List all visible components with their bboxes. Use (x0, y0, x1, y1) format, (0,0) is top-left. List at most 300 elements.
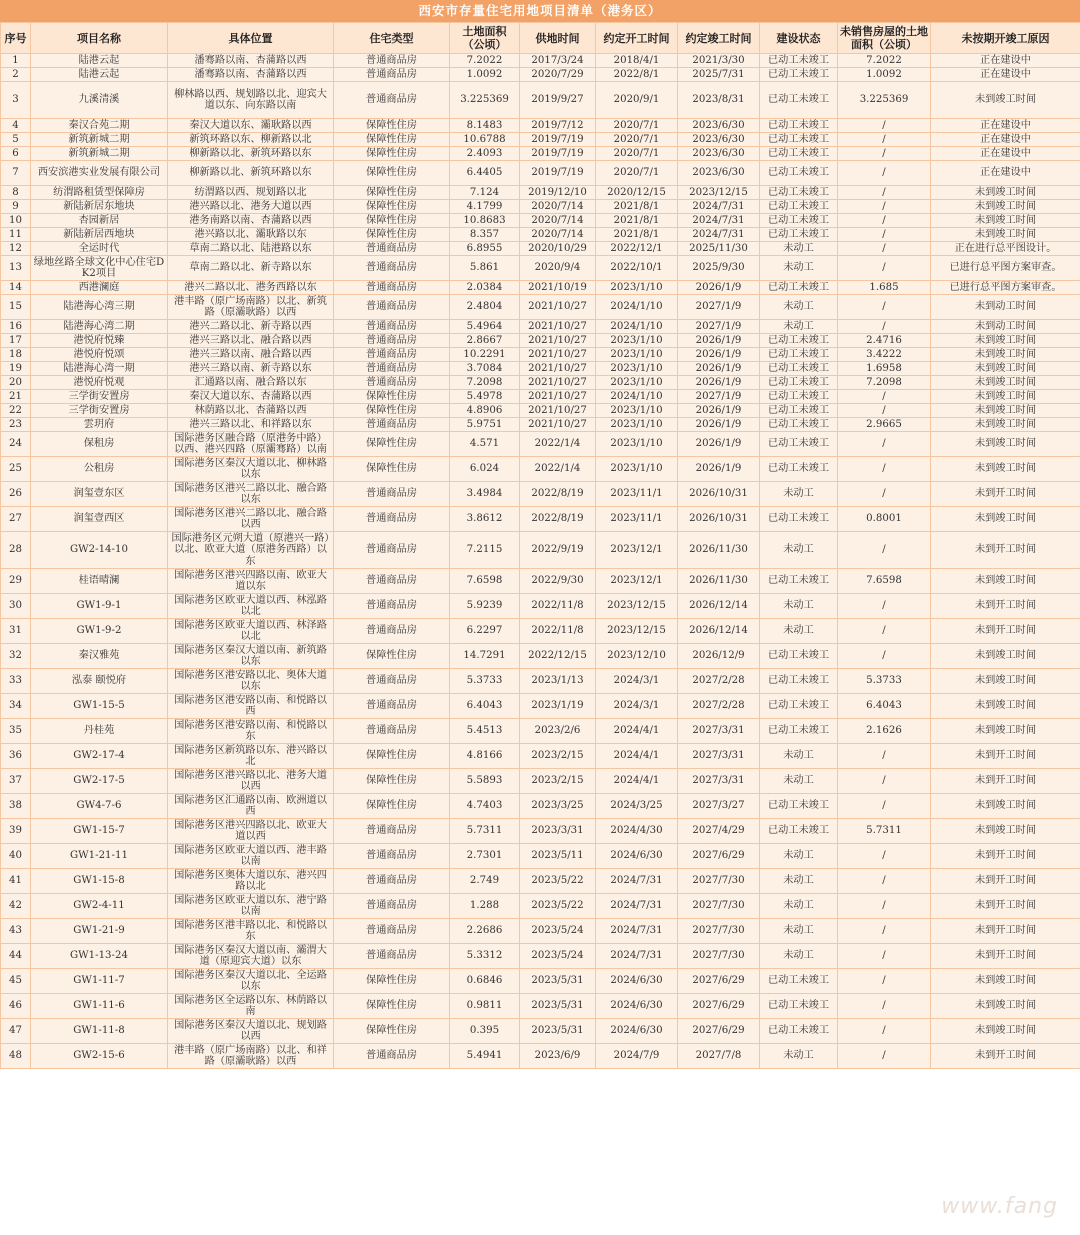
project-name-cell: GW1-13-24 (31, 944, 168, 969)
unsold-land-area-cell: / (838, 594, 931, 619)
agreed-completion-date-cell: 2027/6/29 (678, 844, 760, 869)
construction-status-cell: 已动工未竣工 (760, 362, 838, 376)
supply-date-cell: 2022/11/8 (520, 594, 596, 619)
delay-reason-cell: 未到动工时间 (931, 295, 1080, 320)
agreed-completion-date-cell: 2027/7/30 (678, 869, 760, 894)
housing-type-cell: 普通商品房 (334, 68, 450, 82)
delay-reason-cell: 正在建设中 (931, 119, 1080, 133)
housing-type-cell: 保障性住房 (334, 432, 450, 457)
unsold-land-area-cell: / (838, 147, 931, 161)
agreed-completion-date-cell: 2026/11/30 (678, 569, 760, 594)
agreed-start-date-cell: 2024/1/10 (596, 390, 678, 404)
row-number-cell: 45 (1, 969, 31, 994)
construction-status-cell: 未动工 (760, 619, 838, 644)
location-cell: 国际港务区港兴路以北、港务大道以西 (168, 769, 334, 794)
agreed-completion-date-cell: 2023/12/15 (678, 186, 760, 200)
agreed-start-date-cell: 2020/7/1 (596, 133, 678, 147)
land-area-cell: 10.8683 (450, 214, 520, 228)
land-area-cell: 2.2686 (450, 919, 520, 944)
table-row (1, 569, 1080, 594)
housing-type-cell: 普通商品房 (334, 569, 450, 594)
supply-date-cell: 2023/5/11 (520, 844, 596, 869)
table-row (1, 200, 1080, 214)
column-header: 序号 (1, 23, 31, 54)
housing-type-cell: 普通商品房 (334, 295, 450, 320)
table-row (1, 1044, 1080, 1069)
location-cell: 港兴二路以北、新寺路以西 (168, 320, 334, 334)
supply-date-cell: 2019/7/12 (520, 119, 596, 133)
delay-reason-cell: 未到竣工时间 (931, 644, 1080, 669)
delay-reason-cell: 未到竣工时间 (931, 457, 1080, 482)
land-area-cell: 2.4093 (450, 147, 520, 161)
land-area-cell: 3.7084 (450, 362, 520, 376)
project-name-cell: 新陆新居东地块 (31, 200, 168, 214)
agreed-completion-date-cell: 2026/12/9 (678, 644, 760, 669)
table-row (1, 432, 1080, 457)
housing-type-cell: 普通商品房 (334, 418, 450, 432)
agreed-completion-date-cell: 2026/10/31 (678, 482, 760, 507)
delay-reason-cell: 未到竣工时间 (931, 694, 1080, 719)
row-number-cell: 27 (1, 507, 31, 532)
agreed-completion-date-cell: 2026/1/9 (678, 418, 760, 432)
supply-date-cell: 2019/7/19 (520, 147, 596, 161)
land-area-cell: 10.2291 (450, 348, 520, 362)
agreed-start-date-cell: 2024/7/31 (596, 894, 678, 919)
housing-type-cell: 保障性住房 (334, 644, 450, 669)
unsold-land-area-cell: / (838, 320, 931, 334)
agreed-completion-date-cell: 2021/3/30 (678, 54, 760, 68)
location-cell: 国际港务区全运路以东、林荫路以南 (168, 994, 334, 1019)
construction-status-cell: 已动工未竣工 (760, 214, 838, 228)
agreed-start-date-cell: 2023/1/10 (596, 281, 678, 295)
land-area-cell: 3.225369 (450, 82, 520, 119)
delay-reason-cell: 未到竣工时间 (931, 376, 1080, 390)
agreed-start-date-cell: 2024/4/1 (596, 744, 678, 769)
supply-date-cell: 2023/2/15 (520, 769, 596, 794)
column-header: 约定开工时间 (596, 23, 678, 54)
row-number-cell: 13 (1, 256, 31, 281)
row-number-cell: 5 (1, 133, 31, 147)
location-cell: 国际港务区秦汉大道以南、新筑路以东 (168, 644, 334, 669)
delay-reason-cell: 未到竣工时间 (931, 186, 1080, 200)
land-area-cell: 6.4405 (450, 161, 520, 186)
unsold-land-area-cell: 7.2098 (838, 376, 931, 390)
agreed-completion-date-cell: 2026/1/9 (678, 334, 760, 348)
project-name-cell: 保租房 (31, 432, 168, 457)
location-cell: 国际港务区港安路以南、和悦路以西 (168, 694, 334, 719)
project-name-cell: GW1-15-7 (31, 819, 168, 844)
construction-status-cell: 未动工 (760, 532, 838, 569)
unsold-land-area-cell: / (838, 644, 931, 669)
location-cell: 国际港务区欧亚大道以西、林泽路以北 (168, 619, 334, 644)
housing-type-cell: 普通商品房 (334, 694, 450, 719)
land-area-cell: 4.8906 (450, 404, 520, 418)
agreed-completion-date-cell: 2027/7/30 (678, 944, 760, 969)
table-row (1, 919, 1080, 944)
agreed-completion-date-cell: 2027/4/29 (678, 819, 760, 844)
delay-reason-cell: 未到动工时间 (931, 320, 1080, 334)
construction-status-cell: 已动工未竣工 (760, 54, 838, 68)
land-area-cell: 2.8667 (450, 334, 520, 348)
project-name-cell: 公租房 (31, 457, 168, 482)
agreed-completion-date-cell: 2026/1/9 (678, 348, 760, 362)
row-number-cell: 39 (1, 819, 31, 844)
row-number-cell: 7 (1, 161, 31, 186)
agreed-start-date-cell: 2023/1/10 (596, 418, 678, 432)
project-name-cell: GW1-21-11 (31, 844, 168, 869)
row-number-cell: 16 (1, 320, 31, 334)
delay-reason-cell: 正在建设中 (931, 161, 1080, 186)
supply-date-cell: 2021/10/27 (520, 390, 596, 404)
table-row (1, 994, 1080, 1019)
table-row (1, 256, 1080, 281)
row-number-cell: 38 (1, 794, 31, 819)
unsold-land-area-cell: / (838, 119, 931, 133)
supply-date-cell: 2021/10/27 (520, 418, 596, 432)
agreed-start-date-cell: 2023/12/15 (596, 619, 678, 644)
delay-reason-cell: 未到开工时间 (931, 482, 1080, 507)
construction-status-cell: 已动工未竣工 (760, 457, 838, 482)
project-name-cell: 全运时代 (31, 242, 168, 256)
row-number-cell: 19 (1, 362, 31, 376)
agreed-completion-date-cell: 2026/1/9 (678, 432, 760, 457)
housing-type-cell: 保障性住房 (334, 969, 450, 994)
land-area-cell: 7.2115 (450, 532, 520, 569)
table-row (1, 894, 1080, 919)
construction-status-cell: 未动工 (760, 769, 838, 794)
agreed-start-date-cell: 2020/7/1 (596, 147, 678, 161)
delay-reason-cell: 正在进行总平图设计。 (931, 242, 1080, 256)
agreed-completion-date-cell: 2027/7/30 (678, 919, 760, 944)
delay-reason-cell: 未到开工时间 (931, 1044, 1080, 1069)
housing-type-cell: 普通商品房 (334, 619, 450, 644)
agreed-start-date-cell: 2023/11/1 (596, 482, 678, 507)
delay-reason-cell: 未到竣工时间 (931, 1019, 1080, 1044)
table-row (1, 694, 1080, 719)
table-row (1, 844, 1080, 869)
project-name-cell: GW2-17-5 (31, 769, 168, 794)
housing-type-cell: 普通商品房 (334, 482, 450, 507)
location-cell: 柳林路以西、规划路以北、迎宾大道以东、向东路以南 (168, 82, 334, 119)
project-name-cell: 西安滨港实业发展有限公司 (31, 161, 168, 186)
land-area-cell: 5.9239 (450, 594, 520, 619)
location-cell: 汇通路以南、融合路以东 (168, 376, 334, 390)
row-number-cell: 46 (1, 994, 31, 1019)
location-cell: 林荫路以北、杏蒲路以西 (168, 404, 334, 418)
agreed-completion-date-cell: 2025/11/30 (678, 242, 760, 256)
project-name-cell: 丹桂苑 (31, 719, 168, 744)
row-number-cell: 48 (1, 1044, 31, 1069)
row-number-cell: 32 (1, 644, 31, 669)
unsold-land-area-cell: / (838, 869, 931, 894)
unsold-land-area-cell: / (838, 794, 931, 819)
unsold-land-area-cell: 1.685 (838, 281, 931, 295)
housing-type-cell: 普通商品房 (334, 362, 450, 376)
project-name-cell: 三学街安置房 (31, 390, 168, 404)
supply-date-cell: 2021/10/27 (520, 348, 596, 362)
construction-status-cell: 已动工未竣工 (760, 228, 838, 242)
agreed-completion-date-cell: 2026/1/9 (678, 404, 760, 418)
row-number-cell: 42 (1, 894, 31, 919)
project-name-cell: 西港澜庭 (31, 281, 168, 295)
construction-status-cell: 已动工未竣工 (760, 719, 838, 744)
column-header: 具体位置 (168, 23, 334, 54)
land-area-cell: 2.4804 (450, 295, 520, 320)
location-cell: 草南二路以北、新寺路以东 (168, 256, 334, 281)
agreed-completion-date-cell: 2024/7/31 (678, 228, 760, 242)
row-number-cell: 11 (1, 228, 31, 242)
delay-reason-cell: 未到竣工时间 (931, 994, 1080, 1019)
construction-status-cell: 未动工 (760, 482, 838, 507)
table-row (1, 744, 1080, 769)
unsold-land-area-cell: / (838, 432, 931, 457)
housing-type-cell: 保障性住房 (334, 133, 450, 147)
land-area-cell: 5.4941 (450, 1044, 520, 1069)
location-cell: 国际港务区欧亚大道以东、港宁路以南 (168, 894, 334, 919)
unsold-land-area-cell: / (838, 844, 931, 869)
construction-status-cell: 未动工 (760, 242, 838, 256)
row-number-cell: 1 (1, 54, 31, 68)
project-name-cell: GW1-15-5 (31, 694, 168, 719)
unsold-land-area-cell: / (838, 161, 931, 186)
land-area-cell: 6.4043 (450, 694, 520, 719)
agreed-start-date-cell: 2024/3/1 (596, 669, 678, 694)
table-row (1, 669, 1080, 694)
housing-type-cell: 普通商品房 (334, 256, 450, 281)
agreed-completion-date-cell: 2027/7/30 (678, 894, 760, 919)
delay-reason-cell: 未到竣工时间 (931, 569, 1080, 594)
unsold-land-area-cell: / (838, 214, 931, 228)
delay-reason-cell: 正在建设中 (931, 147, 1080, 161)
project-name-cell: GW2-14-10 (31, 532, 168, 569)
row-number-cell: 34 (1, 694, 31, 719)
land-area-cell: 3.8612 (450, 507, 520, 532)
row-number-cell: 4 (1, 119, 31, 133)
unsold-land-area-cell: / (838, 186, 931, 200)
construction-status-cell: 已动工未竣工 (760, 348, 838, 362)
agreed-completion-date-cell: 2023/6/30 (678, 119, 760, 133)
location-cell: 秦汉大道以东、灞耿路以西 (168, 119, 334, 133)
construction-status-cell: 已动工未竣工 (760, 994, 838, 1019)
land-area-cell: 6.8955 (450, 242, 520, 256)
delay-reason-cell: 未到竣工时间 (931, 214, 1080, 228)
housing-type-cell: 普通商品房 (334, 242, 450, 256)
location-cell: 国际港务区秦汉大道以北、柳林路以东 (168, 457, 334, 482)
row-number-cell: 6 (1, 147, 31, 161)
supply-date-cell: 2020/9/4 (520, 256, 596, 281)
agreed-start-date-cell: 2023/1/10 (596, 404, 678, 418)
delay-reason-cell: 已进行总平图方案审查。 (931, 256, 1080, 281)
agreed-start-date-cell: 2024/7/31 (596, 869, 678, 894)
housing-type-cell: 普通商品房 (334, 532, 450, 569)
construction-status-cell: 已动工未竣工 (760, 432, 838, 457)
unsold-land-area-cell: / (838, 769, 931, 794)
construction-status-cell: 已动工未竣工 (760, 507, 838, 532)
table-row (1, 147, 1080, 161)
location-cell: 国际港务区港兴四路以南、欧亚大道以东 (168, 569, 334, 594)
table-row (1, 794, 1080, 819)
table-row (1, 507, 1080, 532)
agreed-completion-date-cell: 2027/3/31 (678, 719, 760, 744)
land-area-cell: 4.7403 (450, 794, 520, 819)
agreed-completion-date-cell: 2026/12/14 (678, 619, 760, 644)
unsold-land-area-cell: / (838, 295, 931, 320)
unsold-land-area-cell: 3.4222 (838, 348, 931, 362)
row-number-cell: 31 (1, 619, 31, 644)
agreed-start-date-cell: 2023/1/10 (596, 432, 678, 457)
land-area-cell: 2.7301 (450, 844, 520, 869)
location-cell: 国际港务区元朔大道（原港兴一路）以北、欧亚大道（原港务西路）以东 (168, 532, 334, 569)
delay-reason-cell: 未到开工时间 (931, 844, 1080, 869)
supply-date-cell: 2020/7/29 (520, 68, 596, 82)
land-area-cell: 0.9811 (450, 994, 520, 1019)
location-cell: 港兴路以北、港务大道以西 (168, 200, 334, 214)
unsold-land-area-cell: / (838, 390, 931, 404)
project-name-cell: GW2-17-4 (31, 744, 168, 769)
agreed-completion-date-cell: 2027/3/31 (678, 744, 760, 769)
supply-date-cell: 2023/6/9 (520, 1044, 596, 1069)
housing-type-cell: 保障性住房 (334, 769, 450, 794)
land-area-cell: 5.4978 (450, 390, 520, 404)
location-cell: 柳新路以北、新筑环路以东 (168, 161, 334, 186)
unsold-land-area-cell: 6.4043 (838, 694, 931, 719)
construction-status-cell: 已动工未竣工 (760, 133, 838, 147)
unsold-land-area-cell: / (838, 994, 931, 1019)
housing-type-cell: 普通商品房 (334, 281, 450, 295)
delay-reason-cell: 未到竣工时间 (931, 228, 1080, 242)
project-name-cell: 港悦府悦观 (31, 376, 168, 390)
construction-status-cell: 已动工未竣工 (760, 334, 838, 348)
agreed-start-date-cell: 2023/12/1 (596, 532, 678, 569)
row-number-cell: 21 (1, 390, 31, 404)
housing-type-cell: 保障性住房 (334, 404, 450, 418)
construction-status-cell: 未动工 (760, 295, 838, 320)
project-name-cell: 润玺壹东区 (31, 482, 168, 507)
delay-reason-cell: 未到竣工时间 (931, 200, 1080, 214)
agreed-completion-date-cell: 2027/6/29 (678, 994, 760, 1019)
housing-type-cell: 普通商品房 (334, 320, 450, 334)
delay-reason-cell: 未到竣工时间 (931, 819, 1080, 844)
housing-type-cell: 保障性住房 (334, 457, 450, 482)
project-name-cell: 港悦府悦颂 (31, 348, 168, 362)
supply-date-cell: 2021/10/27 (520, 320, 596, 334)
agreed-completion-date-cell: 2023/6/30 (678, 161, 760, 186)
construction-status-cell: 已动工未竣工 (760, 281, 838, 295)
location-cell: 秦汉大道以东、杏蒲路以西 (168, 390, 334, 404)
supply-date-cell: 2022/8/19 (520, 482, 596, 507)
project-name-cell: 三学街安置房 (31, 404, 168, 418)
row-number-cell: 26 (1, 482, 31, 507)
construction-status-cell: 未动工 (760, 256, 838, 281)
project-name-cell: GW1-9-1 (31, 594, 168, 619)
supply-date-cell: 2022/8/19 (520, 507, 596, 532)
location-cell: 港兴三路以北、和祥路以东 (168, 418, 334, 432)
table-row (1, 334, 1080, 348)
agreed-start-date-cell: 2021/8/1 (596, 214, 678, 228)
housing-type-cell: 保障性住房 (334, 119, 450, 133)
housing-type-cell: 保障性住房 (334, 161, 450, 186)
delay-reason-cell: 未到竣工时间 (931, 348, 1080, 362)
housing-type-cell: 普通商品房 (334, 719, 450, 744)
project-name-cell: 秦汉雅苑 (31, 644, 168, 669)
row-number-cell: 14 (1, 281, 31, 295)
agreed-completion-date-cell: 2026/11/30 (678, 532, 760, 569)
construction-status-cell: 已动工未竣工 (760, 186, 838, 200)
column-header: 未按期开竣工原因 (931, 23, 1080, 54)
agreed-completion-date-cell: 2027/1/9 (678, 390, 760, 404)
unsold-land-area-cell: 5.7311 (838, 819, 931, 844)
housing-type-cell: 普通商品房 (334, 944, 450, 969)
housing-type-cell: 普通商品房 (334, 669, 450, 694)
supply-date-cell: 2022/12/15 (520, 644, 596, 669)
housing-type-cell: 普通商品房 (334, 376, 450, 390)
table-row (1, 82, 1080, 119)
supply-date-cell: 2022/1/4 (520, 432, 596, 457)
construction-status-cell: 未动工 (760, 869, 838, 894)
construction-status-cell: 已动工未竣工 (760, 119, 838, 133)
land-area-cell: 0.6846 (450, 969, 520, 994)
table-row (1, 376, 1080, 390)
location-cell: 国际港务区新筑路以东、港兴路以北 (168, 744, 334, 769)
location-cell: 国际港务区欧亚大道以西、港丰路以南 (168, 844, 334, 869)
unsold-land-area-cell: 7.2022 (838, 54, 931, 68)
table-row (1, 161, 1080, 186)
delay-reason-cell: 未到竣工时间 (931, 390, 1080, 404)
location-cell: 港丰路（原广场南路）以北、新筑路（原灞耿路）以西 (168, 295, 334, 320)
location-cell: 国际港务区秦汉大道以北、规划路以西 (168, 1019, 334, 1044)
location-cell: 纺渭路以西、规划路以北 (168, 186, 334, 200)
agreed-start-date-cell: 2023/1/10 (596, 457, 678, 482)
agreed-start-date-cell: 2021/8/1 (596, 228, 678, 242)
land-area-cell: 8.1483 (450, 119, 520, 133)
construction-status-cell: 已动工未竣工 (760, 404, 838, 418)
housing-type-cell: 保障性住房 (334, 390, 450, 404)
delay-reason-cell: 未到竣工时间 (931, 82, 1080, 119)
housing-type-cell: 普通商品房 (334, 507, 450, 532)
land-area-cell: 5.861 (450, 256, 520, 281)
agreed-start-date-cell: 2023/12/15 (596, 594, 678, 619)
supply-date-cell: 2022/9/30 (520, 569, 596, 594)
table-row (1, 390, 1080, 404)
construction-status-cell: 已动工未竣工 (760, 969, 838, 994)
table-body (1, 54, 1080, 1069)
row-number-cell: 23 (1, 418, 31, 432)
housing-type-cell: 普通商品房 (334, 894, 450, 919)
agreed-start-date-cell: 2023/1/10 (596, 348, 678, 362)
row-number-cell: 20 (1, 376, 31, 390)
construction-status-cell: 已动工未竣工 (760, 68, 838, 82)
unsold-land-area-cell: / (838, 256, 931, 281)
table-row (1, 819, 1080, 844)
project-name-cell: GW1-11-7 (31, 969, 168, 994)
project-name-cell: GW1-15-8 (31, 869, 168, 894)
delay-reason-cell: 未到竣工时间 (931, 334, 1080, 348)
location-cell: 潘骞路以南、杏蒲路以西 (168, 68, 334, 82)
delay-reason-cell: 未到开工时间 (931, 744, 1080, 769)
delay-reason-cell: 未到竣工时间 (931, 507, 1080, 532)
column-header: 项目名称 (31, 23, 168, 54)
table-row (1, 594, 1080, 619)
supply-date-cell: 2021/10/27 (520, 295, 596, 320)
project-name-cell: GW1-11-8 (31, 1019, 168, 1044)
land-area-cell: 7.2098 (450, 376, 520, 390)
construction-status-cell: 已动工未竣工 (760, 390, 838, 404)
construction-status-cell: 未动工 (760, 594, 838, 619)
location-cell: 国际港务区港兴四路以北、欧亚大道以西 (168, 819, 334, 844)
agreed-completion-date-cell: 2027/2/28 (678, 694, 760, 719)
delay-reason-cell: 未到开工时间 (931, 894, 1080, 919)
table-row (1, 281, 1080, 295)
